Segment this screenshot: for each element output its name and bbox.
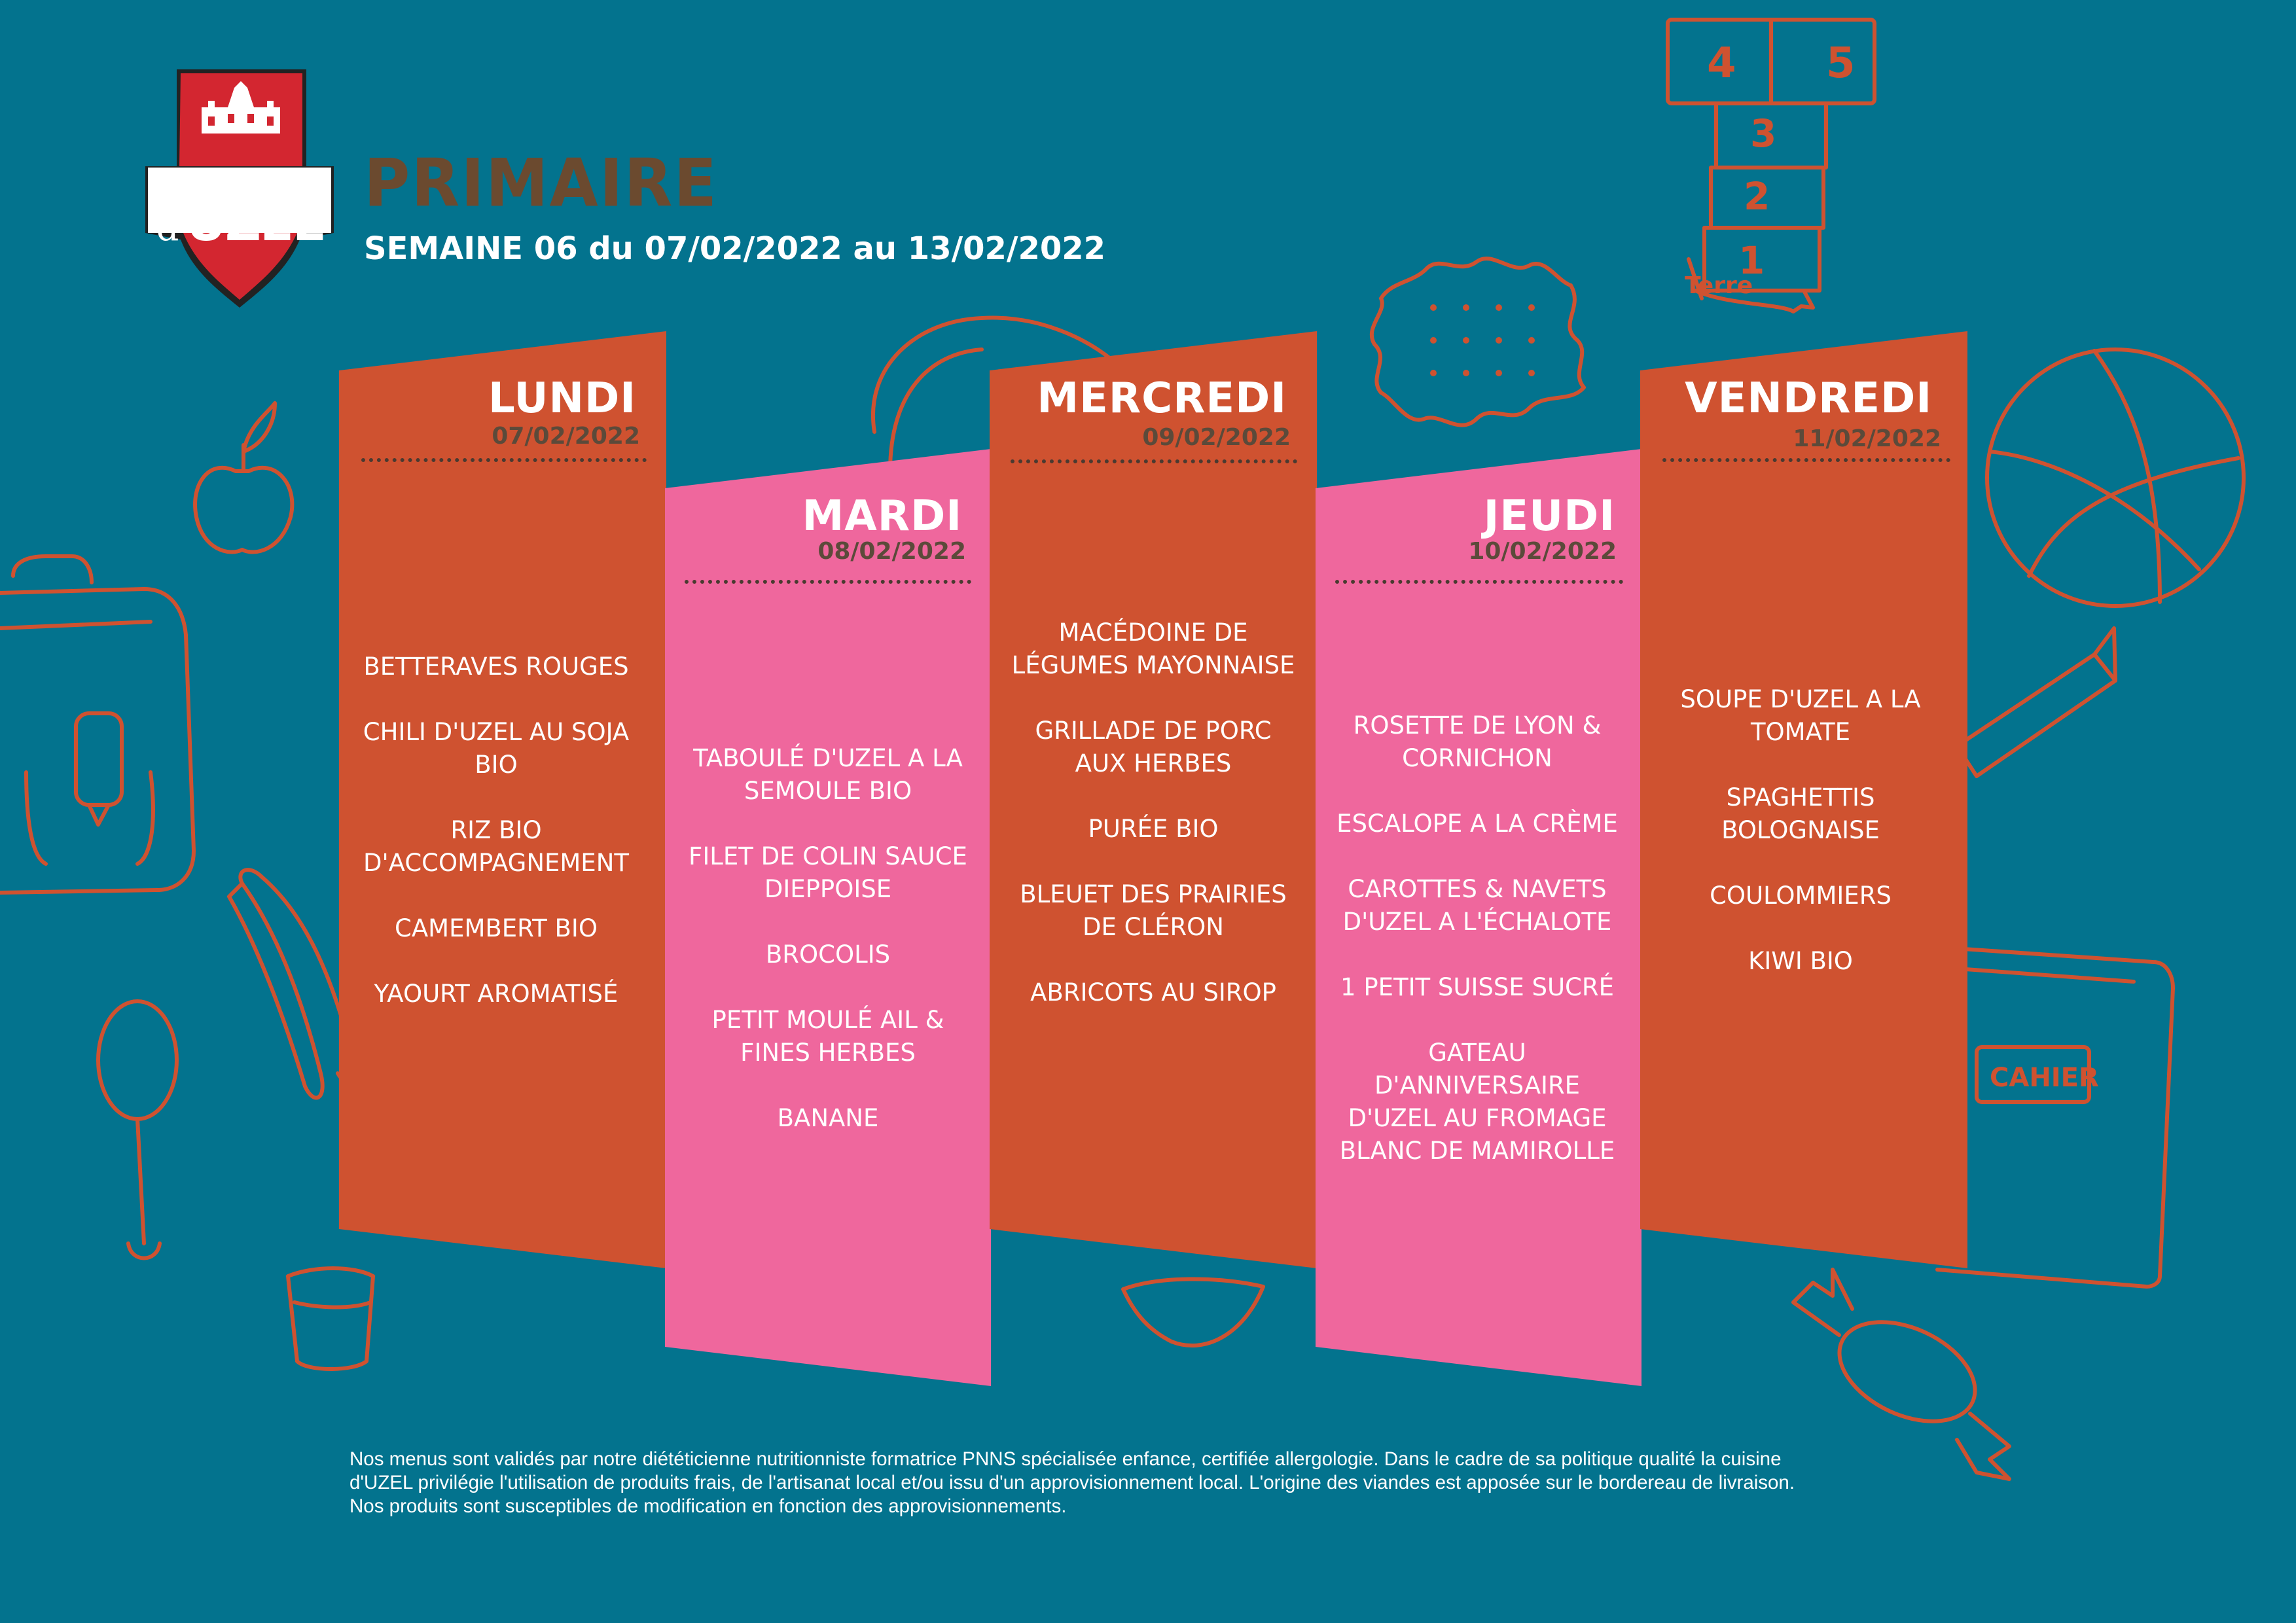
schoolbag-doodle — [0, 556, 194, 893]
logo-text-chateau: CHATEAU — [162, 165, 317, 200]
menu-item: PETIT MOULÉ AIL & FINES HERBES — [711, 1006, 944, 1067]
menu-item: ESCALOPE A LA CRÈME — [1336, 810, 1618, 838]
week-subtitle: SEMAINE 06 du 07/02/2022 au 13/02/2022 — [364, 230, 1106, 267]
day-divider — [361, 458, 647, 462]
menu-item: PURÉE BIO — [1088, 815, 1219, 843]
day-date: 11/02/2022 — [1793, 425, 1941, 452]
footer-line: d'UZEL privilégie l'utilisation de produits frais, de l'artisanat local et/ou issu d'un approvisionnement local. L'origine des viandes est apposée sur le bordereau de livraison. — [350, 1472, 1795, 1493]
hopscotch-label: 4 — [1707, 39, 1736, 88]
menu-item: TABOULÉ D'UZEL A LA SEMOULE BIO — [693, 744, 963, 805]
day-name: LUNDI — [488, 374, 636, 423]
footer-line: Nos produits sont susceptibles de modification en fonction des approvisionnements. — [350, 1495, 1067, 1517]
menu-item: COULOMMIERS — [1710, 882, 1892, 910]
biscuit-doodle — [1372, 259, 1584, 425]
day-date: 09/02/2022 — [1142, 424, 1291, 451]
menu-item: BROCOLIS — [765, 940, 891, 969]
menu-item: SPAGHETTIS BOLOGNAISE — [1721, 783, 1880, 844]
day-name: JEUDI — [1483, 492, 1615, 541]
menu-item: CHILI D'UZEL AU SOJA BIO — [363, 718, 630, 779]
brand-logo — [143, 68, 336, 309]
menu-item: ABRICOTS AU SIROP — [1030, 978, 1276, 1007]
logo-text-uzel-main: UZEL — [186, 194, 323, 252]
day-panel-lundi — [339, 331, 666, 1268]
menu-list — [681, 742, 975, 1168]
day-divider — [1662, 458, 1950, 462]
day-date: 08/02/2022 — [817, 538, 966, 565]
day-divider — [1011, 459, 1297, 463]
menu-item: BLEUET DES PRAIRIES DE CLÉRON — [1020, 880, 1287, 941]
apple-doodle — [195, 403, 292, 552]
menu-item: 1 PETIT SUISSE SUCRÉ — [1340, 973, 1614, 1001]
logo-text-d: d' — [156, 207, 187, 249]
menu-item: SOUPE D'UZEL A LA TOMATE — [1680, 685, 1921, 746]
menu-list — [352, 651, 640, 1043]
menu-list — [1330, 709, 1624, 1200]
menu-item: RIZ BIO D'ACCOMPAGNEMENT — [363, 816, 629, 877]
menu-list — [1653, 683, 1948, 1010]
page-title: PRIMAIRE — [364, 145, 719, 222]
day-panel-mercredi — [990, 331, 1317, 1268]
menu-item: ROSETTE DE LYON & CORNICHON — [1353, 711, 1602, 772]
ball-doodle — [1987, 349, 2244, 606]
day-name: MERCREDI — [1037, 374, 1287, 423]
menu-item: KIWI BIO — [1748, 947, 1853, 975]
menu-item: GRILLADE DE PORC AUX HERBES — [1035, 717, 1272, 777]
menu-item: BANANE — [777, 1104, 879, 1132]
glass-doodle — [288, 1268, 373, 1369]
hopscotch-doodle — [1668, 20, 1874, 312]
menu-item: MACÉDOINE DE LÉGUMES MAYONNAISE — [1011, 618, 1295, 679]
day-date: 10/02/2022 — [1468, 538, 1617, 565]
menu-item: CAMEMBERT BIO — [395, 914, 598, 942]
hopscotch-label: 1 — [1738, 238, 1765, 283]
day-panel-vendredi — [1640, 331, 1967, 1268]
day-divider — [1335, 580, 1623, 584]
day-name: MARDI — [802, 492, 962, 541]
menu-list — [1009, 616, 1297, 1042]
notebook-label: CAHIER — [1990, 1063, 2099, 1093]
day-divider — [685, 580, 971, 584]
hopscotch-label: 3 — [1750, 111, 1777, 156]
footer-line: Nos menus sont validés par notre diététicienne nutritionniste formatrice PNNS spécialisée enfance, certifiée allergologie. Dans le cadre de sa politique qualité la cuisine — [350, 1448, 1782, 1470]
hopscotch-label: 5 — [1826, 39, 1856, 88]
notebook-doodle — [1937, 949, 2173, 1287]
pencil-doodle — [1957, 628, 2115, 851]
menu-item: YAOURT AROMATISÉ — [374, 980, 619, 1008]
footer-note — [350, 1448, 1960, 1518]
watermelon-doodle — [1123, 1279, 1263, 1346]
banana-doodle — [229, 870, 355, 1097]
day-panel-jeudi — [1316, 449, 1641, 1386]
day-panel-mardi — [665, 449, 991, 1386]
menu-item: BETTERAVES ROUGES — [363, 652, 629, 681]
racket-doodle — [98, 1001, 177, 1258]
hopscotch-label: 2 — [1744, 174, 1770, 219]
menu-item: FILET DE COLIN SAUCE DIEPPOISE — [689, 842, 967, 903]
day-date: 07/02/2022 — [492, 423, 640, 450]
day-name: VENDREDI — [1685, 374, 1932, 423]
menu-item: GATEAU D'ANNIVERSAIRE D'UZEL AU FROMAGE BLANC DE MAMIROLLE — [1339, 1039, 1615, 1165]
hopscotch-label: Terre — [1685, 272, 1753, 299]
menu-item: CAROTTES & NAVETS D'UZEL A L'ÉCHALOTE — [1342, 875, 1612, 936]
logo-text-uzel — [143, 194, 336, 252]
